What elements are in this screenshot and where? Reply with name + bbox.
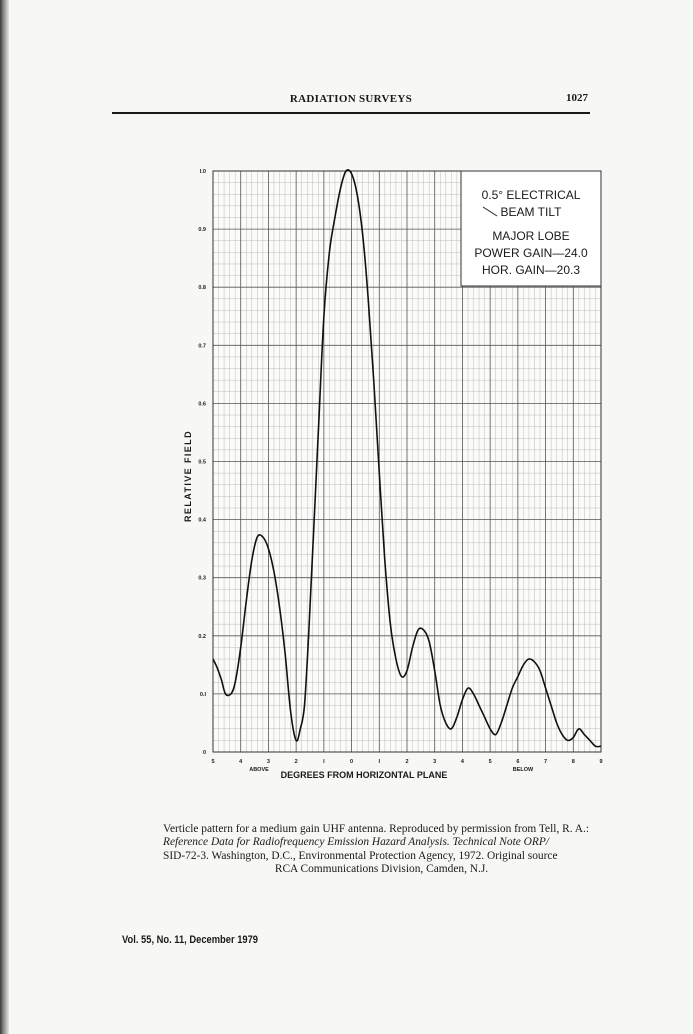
journal-citation: Vol. 55, No. 11, December 1979 (122, 934, 258, 946)
caption-line-2: Reference Data for Radiofrequency Emission Hazard Analysis. Technical Note ORP/ (163, 836, 549, 849)
y-tick-label: 0.5 (198, 459, 206, 466)
x-tick-label: 4 (460, 759, 464, 765)
below-label: BELOW (512, 767, 534, 773)
x-tick-label: 6 (516, 759, 520, 765)
annotation-line-3: MAJOR LOBE (492, 229, 570, 243)
annotation-line-4: POWER GAIN—24.0 (474, 246, 588, 260)
x-tick-label: 5 (211, 759, 215, 765)
y-tick-label: 0.9 (198, 227, 206, 234)
caption-line-1: Verticle pattern for a medium gain UHF antenna. Reproduced by permission from Tell, R. A.: (163, 823, 590, 835)
x-tick-label: 8 (571, 759, 575, 765)
y-tick-label: 0 (202, 750, 206, 756)
x-tick-label: I (323, 759, 325, 765)
x-tick-label: 5 (488, 759, 492, 765)
annotation-line-2: BEAM TILT (500, 205, 562, 219)
above-label: ABOVE (249, 767, 269, 773)
y-axis-label: RELATIVE FIELD (183, 430, 193, 522)
page-number: 1027 (566, 92, 588, 104)
x-tick-label: I (378, 759, 381, 765)
y-tick-label: 0.8 (198, 285, 206, 292)
x-tick-label: 3 (433, 759, 437, 765)
annotation-line-5: HOR. GAIN—20.3 (481, 263, 581, 277)
y-axis-ticks (198, 169, 207, 756)
caption-line-3: SID-72-3. Washington, D.C., Environmental Protection Agency, 1972. Original source (163, 849, 558, 862)
y-tick-label: 0.6 (198, 401, 206, 408)
y-tick-label: 0.3 (198, 575, 206, 582)
x-axis-label: DEGREES FROM HORIZONTAL PLANE (280, 770, 448, 780)
x-tick-label: 3 (266, 759, 270, 765)
y-tick-label: 0.2 (198, 633, 206, 640)
x-tick-label: 7 (544, 759, 548, 765)
y-tick-label: I.0 (199, 169, 206, 175)
annotation-box (461, 171, 601, 286)
x-tick-label: 2 (405, 759, 409, 765)
annotation-line-1: 0.5° ELECTRICAL (481, 188, 581, 202)
running-head: RADIATION SURVEYS (289, 93, 413, 105)
y-tick-label: 0.I (199, 691, 206, 698)
y-tick-label: 0.4 (198, 517, 206, 524)
caption-line-4: RCA Communications Division, Camden, N.J. (274, 863, 489, 876)
x-tick-label: 2 (294, 759, 298, 765)
figure-caption (163, 823, 600, 877)
x-tick-label: 4 (239, 759, 243, 765)
y-tick-label: 0.7 (198, 343, 206, 350)
x-tick-label: 0 (350, 759, 354, 765)
x-axis-ticks (211, 759, 602, 765)
x-tick-label: 9 (599, 759, 603, 765)
